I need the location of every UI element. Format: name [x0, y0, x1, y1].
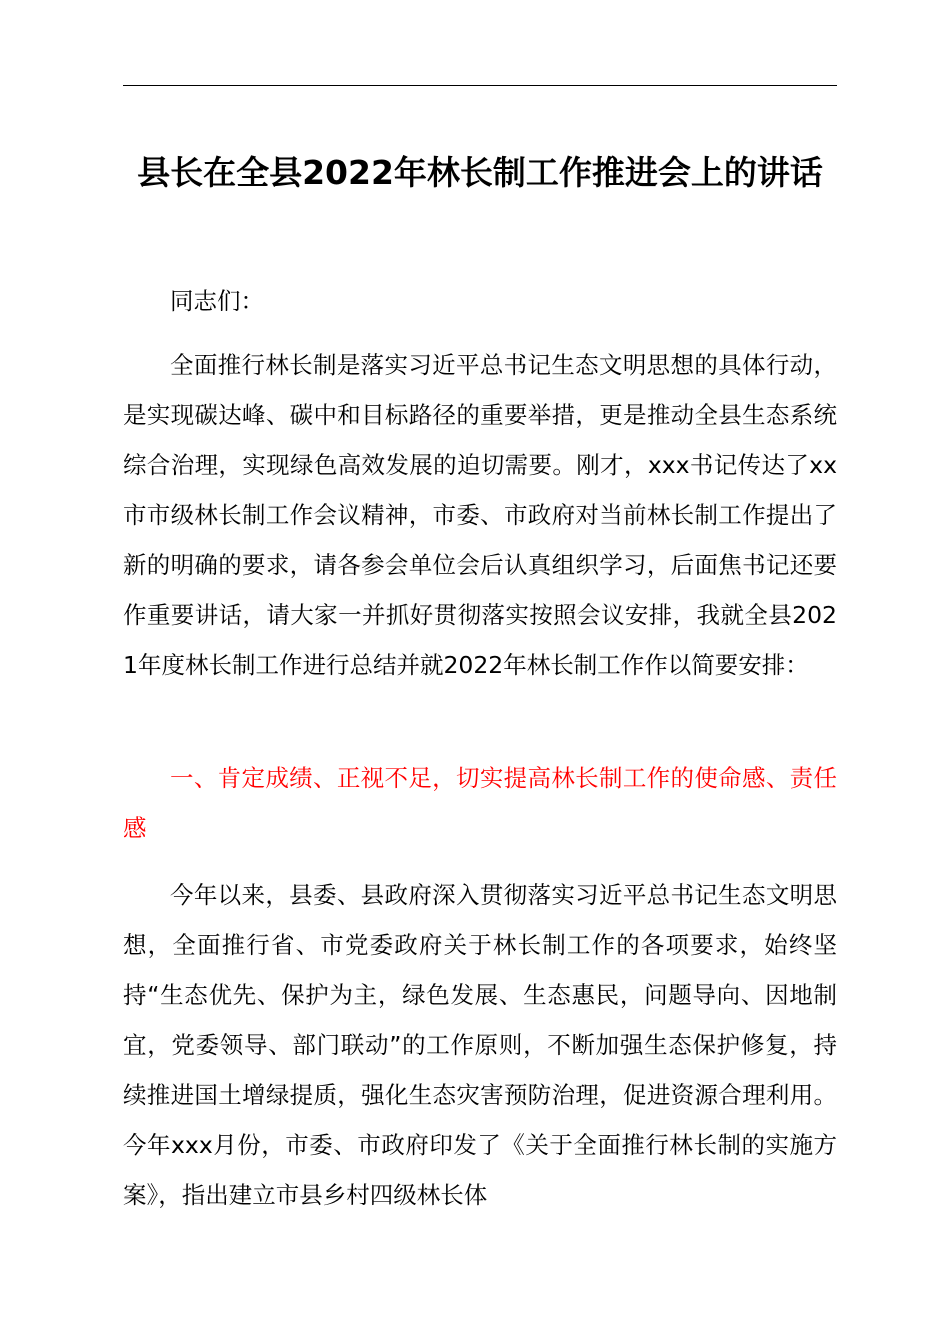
header-rule [123, 85, 837, 86]
document-title: 县长在全县2022年林长制工作推进会上的讲话 [137, 153, 823, 192]
greeting: 同志们： [170, 287, 264, 315]
paragraph-1: 全面推行林长制是落实习近平总书记生态文明思想的具体行动，是实现碳达峰、碳中和目标路径的重要举措，更是推动全县生态系统综合治理，实现绿色高效发展的迫切需要。刚才，xxx书记传达了xx市市级林长制工作会议精神，市委、市政府对当前林长制工作提出了新的明确的要求，请各参会单位会后认真组织学习，后面焦书记还要作重要讲话，请大家一并抓好贯彻落实按照会议安排，我就全县2021年度林长制工作进行总结并就2022年林长制工作作以简要安排： [123, 351, 837, 679]
paragraph-2: 今年以来，县委、县政府深入贯彻落实习近平总书记生态文明思想，全面推行省、市党委政府关于林长制工作的各项要求，始终坚持“生态优先、保护为主，绿色发展、生态惠民，问题导向、因地制宜，党委领导、部门联动”的工作原则，不断加强生态保护修复，持续推进国土增绿提质，强化生态灾害预防治理，促进资源合理利用。今年xxx月份，市委、市政府印发了《关于全面推行林长制的实施方案》，指出建立市县乡村四级林长体 [123, 881, 837, 1209]
section-1-heading: 一、肯定成绩、正视不足，切实提高林长制工作的使命感、责任感 [123, 764, 837, 842]
